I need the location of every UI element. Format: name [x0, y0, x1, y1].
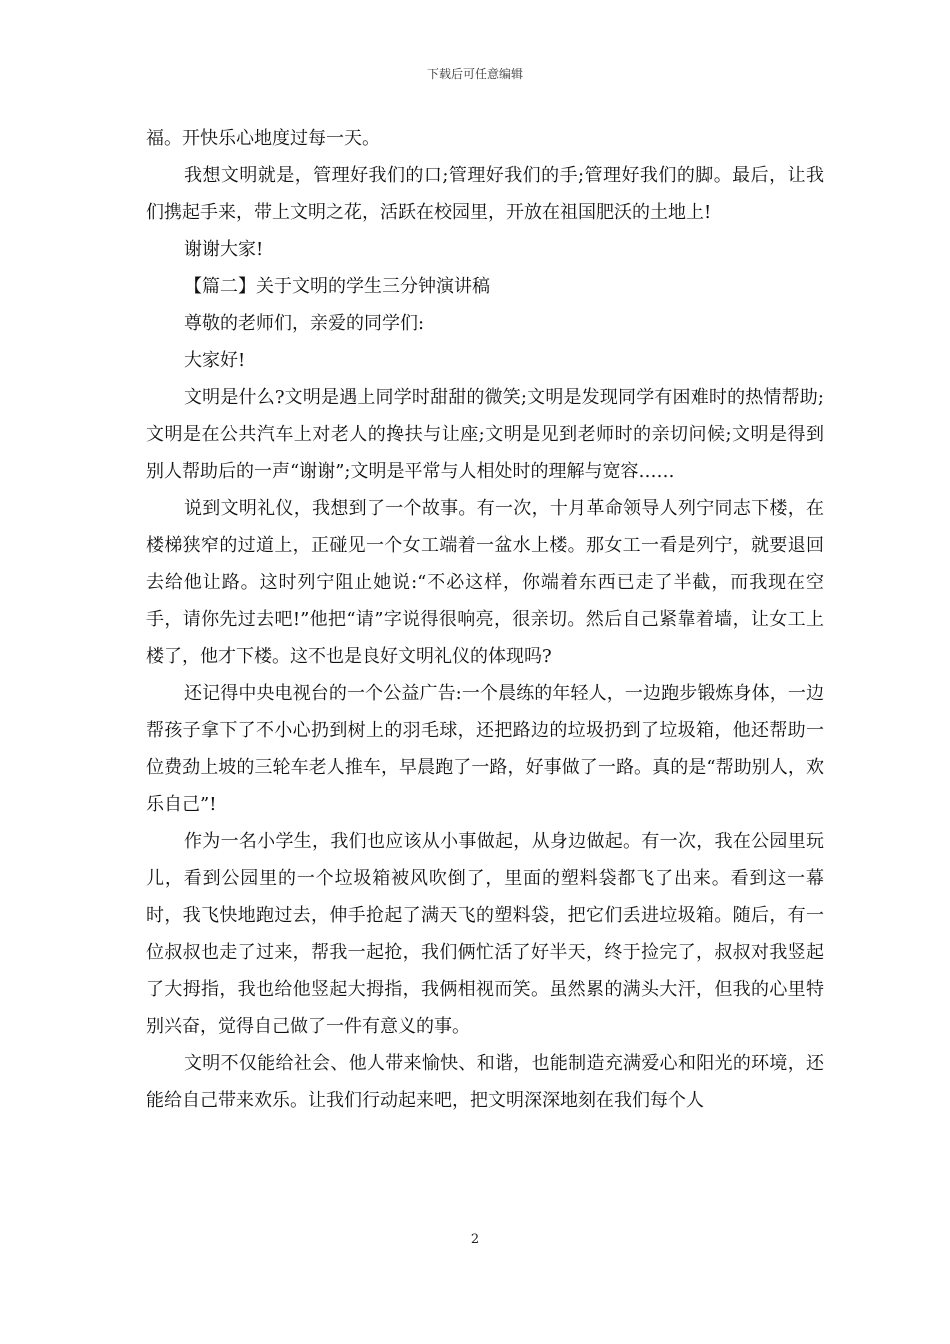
paragraph: 作为一名小学生，我们也应该从小事做起，从身边做起。有一次，我在公园里玩儿，看到公园里的一个垃圾箱被风吹倒了，里面的塑料袋都飞了出来。看到这一幕时，我飞快地跑过去，伸手抢起了满天飞的塑料袋，把它们丢进垃圾箱。随后，有一位叔叔也走了过来，帮我一起抢，我们俩忙活了好半天，终于捡完了，叔叔对我竖起了大拇指，我也给他竖起大拇指，我俩相视而笑。虽然累的满头大汗，但我的心里特别兴奋，觉得自己做了一件有意义的事。	[146, 831, 824, 1037]
page-header: 下载后可任意编辑	[426, 67, 523, 81]
page-number: 2	[470, 1232, 480, 1247]
paragraph: 谢谢大家!	[184, 239, 264, 260]
paragraph: 文明不仅能给社会、他人带来愉快、和谐，也能制造充满爱心和阳光的环境，还能给自己带来欢乐。让我们行动起来吧，把文明深深地刻在我们每个人	[146, 1053, 824, 1111]
paragraph: 尊敬的老师们，亲爱的同学们:	[184, 313, 425, 334]
paragraph: 文明是什么?文明是遇上同学时甜甜的微笑;文明是发现同学有困难时的热情帮助;文明是在公共汽车上对老人的搀扶与让座;文明是见到老师时的亲切问候;文明是得到别人帮助后的一声“谢谢”;文明是平常与人相处时的理解与宽容……	[146, 387, 824, 482]
paragraph: 说到文明礼仪，我想到了一个故事。有一次，十月革命领导人列宁同志下楼，在楼梯狭窄的过道上，正碰见一个女工端着一盆水上楼。那女工一看是列宁，就要退回去给他让路。这时列宁阻止她说:“不必这样，你端着东西已走了半截，而我现在空手，请你先过去吧!”他把“请”字说得很响亮，很亲切。然后自己紧靠着墙，让女工上楼了，他才下楼。这不也是良好文明礼仪的体现吗?	[146, 498, 824, 667]
paragraph: 我想文明就是，管理好我们的口;管理好我们的手;管理好我们的脚。最后，让我们携起手来，带上文明之花，活跃在校园里，开放在祖国肥沃的土地上!	[146, 165, 824, 223]
paragraph: 大家好!	[184, 350, 246, 371]
section-heading: 【篇二】关于文明的学生三分钟演讲稿	[184, 276, 490, 297]
paragraph: 福。开快乐心地度过每一天。	[146, 128, 380, 149]
page-body	[146, 120, 824, 1119]
paragraph: 还记得中央电视台的一个公益广告:一个晨练的年轻人，一边跑步锻炼身体，一边帮孩子拿下了不小心扔到树上的羽毛球，还把路边的垃圾扔到了垃圾箱，他还帮助一位费劲上坡的三轮车老人推车，早晨跑了一路，好事做了一路。真的是“帮助别人，欢乐自己”!	[146, 683, 824, 815]
